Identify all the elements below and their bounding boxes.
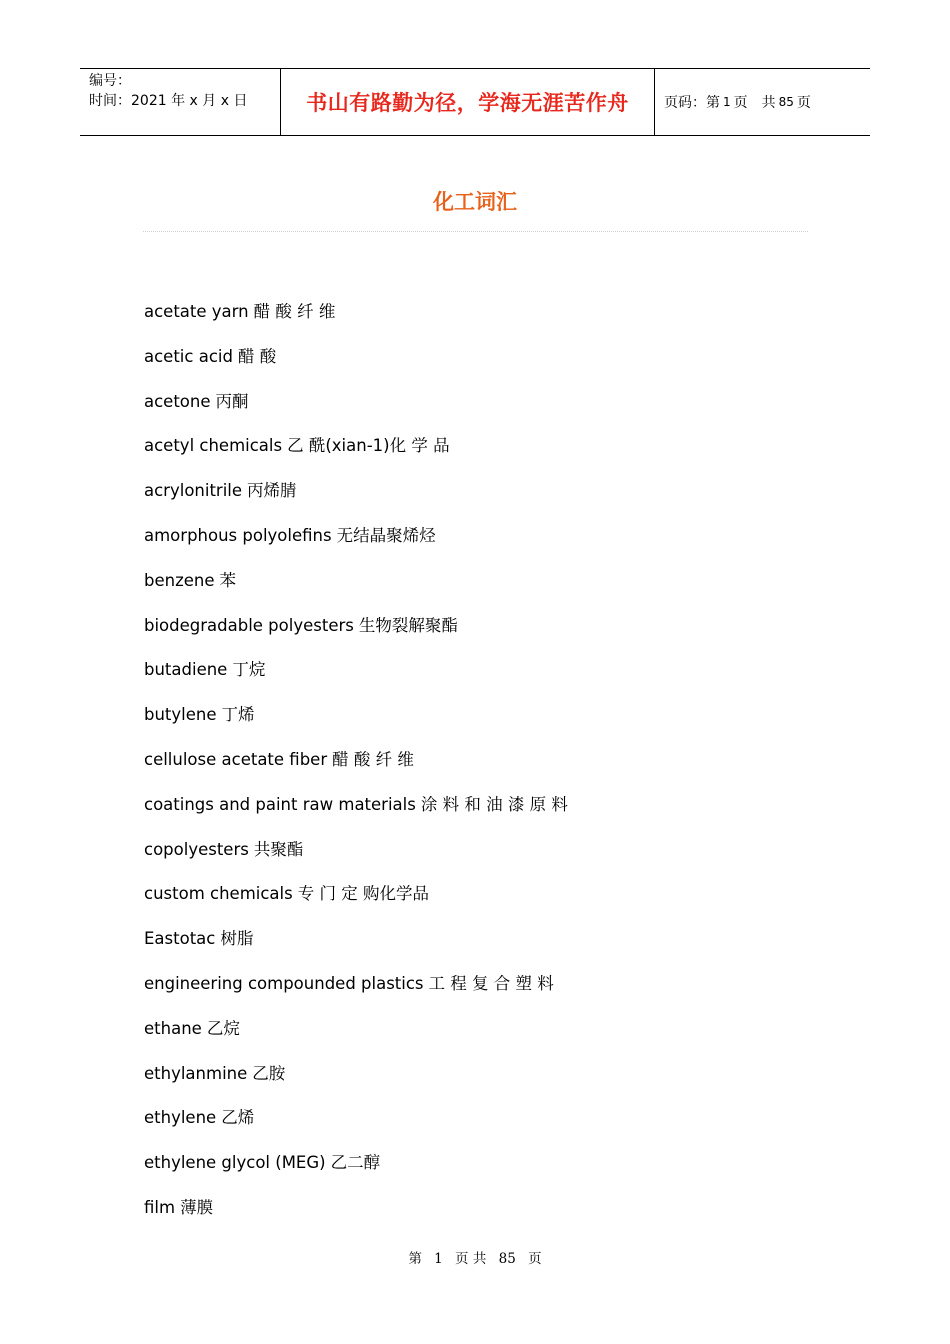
- list-item: [144, 524, 568, 569]
- list-item: [144, 1106, 568, 1151]
- entry-chinese: 醋 酸 纤 维: [332, 749, 414, 769]
- entry-english: copolyesters: [144, 839, 249, 859]
- list-item: [144, 1062, 568, 1107]
- list-item: [144, 927, 568, 972]
- entry-english: custom chemicals: [144, 884, 293, 904]
- list-item: [144, 972, 568, 1017]
- header-motto: 书山有路勤为径，学海无涯苦作舟: [306, 91, 629, 115]
- entry-english: butylene: [144, 705, 217, 725]
- entry-english: ethylanmine: [144, 1063, 248, 1083]
- entry-chinese: 共聚酯: [253, 839, 304, 859]
- list-item: [144, 300, 568, 345]
- entry-chinese: 醋 酸: [237, 346, 277, 366]
- list-item: [144, 658, 568, 703]
- list-item: [144, 838, 568, 883]
- entry-english: acetyl chemicals: [144, 436, 283, 456]
- header-page-mid: 页 共: [733, 95, 776, 111]
- list-item: [144, 569, 568, 614]
- list-item: [144, 748, 568, 793]
- entry-english: acetone: [144, 391, 211, 411]
- entry-chinese: 乙二醇: [330, 1153, 381, 1173]
- list-item: [144, 1196, 568, 1241]
- page-footer: [0, 1247, 950, 1267]
- entry-chinese: 无结晶聚烯烃: [336, 525, 436, 545]
- footer-page-current: 1: [434, 1251, 443, 1267]
- entry-chinese: 专 门 定 购化学品: [297, 884, 429, 904]
- page-header: [80, 68, 870, 136]
- list-item: [144, 1151, 568, 1196]
- entry-english: cellulose acetate fiber: [144, 749, 328, 769]
- header-page-suffix: 页: [796, 95, 811, 111]
- header-page-current: 1: [723, 95, 731, 109]
- document-title: 化工词汇: [433, 190, 517, 214]
- list-item: [144, 793, 568, 838]
- vocabulary-list: [144, 300, 568, 1241]
- entry-chinese: 醋 酸 纤 维: [253, 302, 336, 321]
- entry-chinese: 工 程 复 合 塑 料: [428, 973, 554, 993]
- entry-chinese: 乙烷: [206, 1018, 240, 1038]
- list-item: [144, 1017, 568, 1062]
- entry-english: Eastotac: [144, 929, 216, 949]
- list-item: [144, 703, 568, 748]
- entry-chinese: 乙胺: [252, 1063, 286, 1083]
- list-item: [144, 882, 568, 927]
- entry-english: acrylonitrile: [144, 481, 243, 501]
- entry-english: ethane: [144, 1018, 202, 1038]
- list-item: [144, 479, 568, 524]
- entry-english: biodegradable polyesters: [144, 615, 354, 635]
- entry-chinese: 丙酮: [215, 391, 249, 411]
- entry-chinese: 苯: [219, 570, 237, 590]
- entry-chinese: 丙烯腈: [247, 481, 297, 501]
- header-motto-cell: [281, 69, 655, 135]
- entry-chinese: 乙烯: [221, 1108, 255, 1128]
- header-page-prefix: 页码：第: [664, 95, 720, 111]
- title-divider: [143, 231, 808, 232]
- footer-mid: 页 共: [455, 1251, 487, 1267]
- entry-english: benzene: [144, 570, 215, 590]
- entry-english: butadiene: [144, 660, 228, 680]
- footer-page-total: 85: [498, 1251, 516, 1267]
- list-item: [144, 345, 568, 390]
- list-item: [144, 614, 568, 659]
- entry-english: acetate yarn: [144, 302, 249, 321]
- entry-chinese: 生物裂解聚酯: [358, 615, 458, 635]
- list-item: [144, 434, 568, 479]
- entry-english: amorphous polyolefins: [144, 525, 332, 545]
- list-item: [144, 390, 568, 435]
- entry-english: acetic acid: [144, 346, 233, 366]
- footer-suffix: 页: [528, 1251, 542, 1267]
- document-time-label: 时间：2021 年 x 月 x 日: [89, 93, 248, 109]
- entry-chinese: 丁烷: [232, 660, 266, 680]
- header-page-cell: [655, 69, 870, 135]
- entry-chinese: 丁烯: [221, 705, 255, 725]
- header-meta-cell: [80, 69, 281, 135]
- entry-chinese: 树脂: [220, 929, 254, 949]
- document-number-label: 编号：: [89, 73, 131, 89]
- entry-english: coatings and paint raw materials: [144, 794, 416, 814]
- footer-prefix: 第: [408, 1251, 422, 1267]
- header-page-total: 85: [778, 95, 794, 109]
- entry-chinese: 涂 料 和 油 漆 原 料: [420, 794, 568, 814]
- entry-english: film: [144, 1197, 176, 1217]
- entry-chinese: 乙 酰(xian-1)化 学 品: [287, 436, 450, 456]
- entry-english: ethylene glycol (MEG): [144, 1153, 326, 1173]
- entry-chinese: 薄膜: [180, 1197, 214, 1217]
- entry-english: engineering compounded plastics: [144, 973, 424, 993]
- entry-english: ethylene: [144, 1108, 217, 1128]
